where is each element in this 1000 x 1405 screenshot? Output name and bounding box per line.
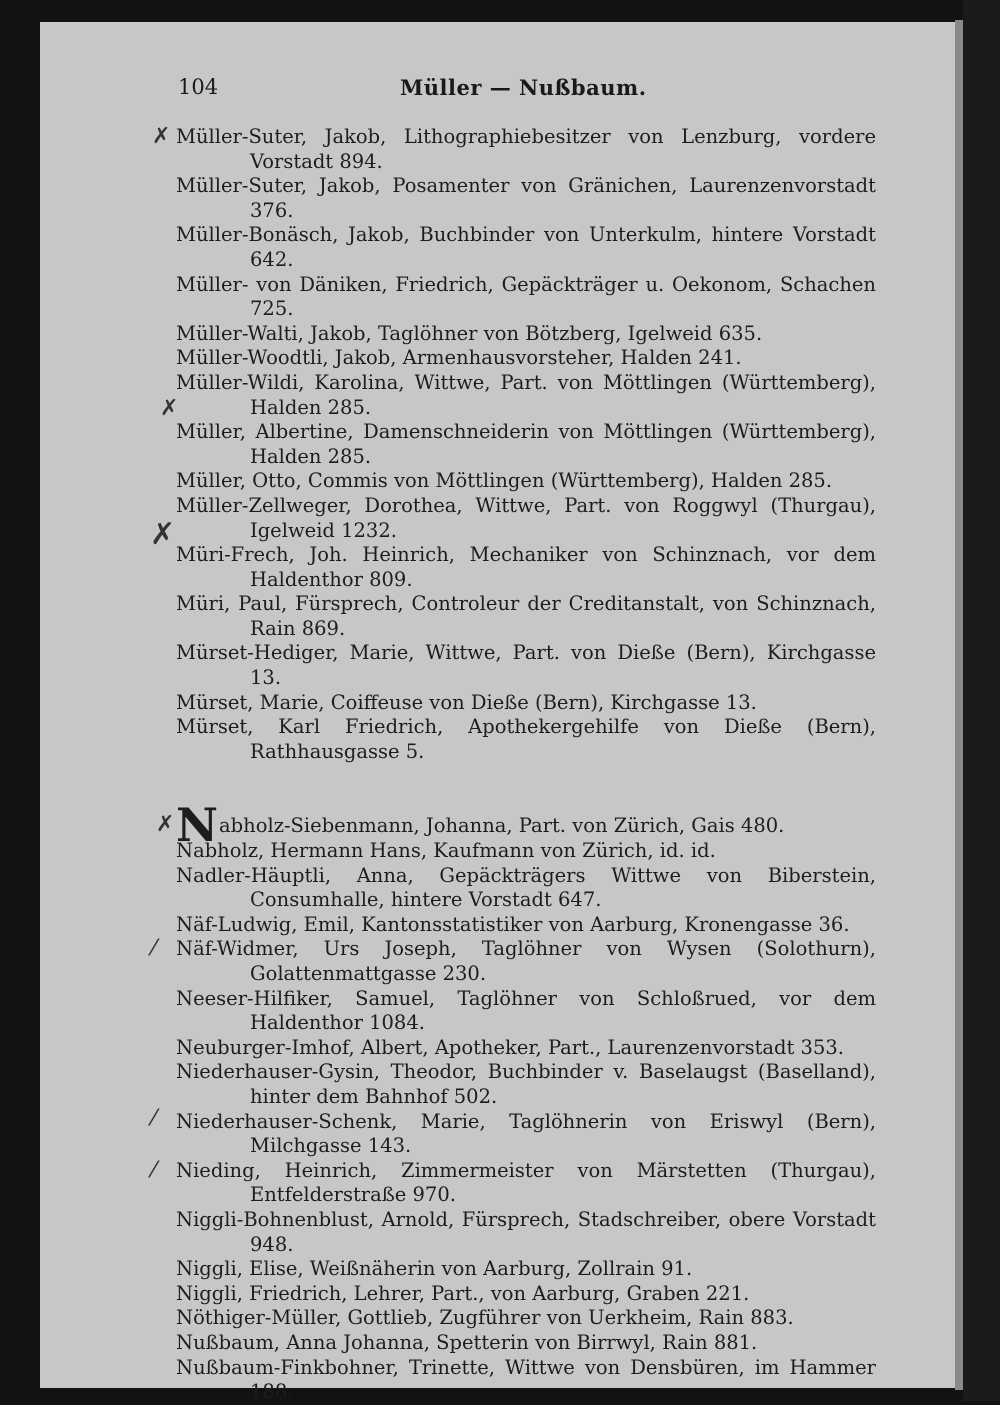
directory-entry: Müller-Woodtli, Jakob, Armenhausvorsteher, Halden 241. bbox=[176, 346, 742, 370]
pencil-cross-mark: ✗ bbox=[150, 517, 176, 552]
directory-entry: Müller-Walti, Jakob, Taglöhner von Bötzberg, Igelweid 635. bbox=[176, 321, 763, 345]
directory-entry: Müller-Bonäsch, Jakob, Buchbinder von Unterkulm, hintere Vorstadt 642. bbox=[176, 223, 876, 271]
directory-entry: Neeser-Hilfiker, Samuel, Taglöhner von Schloßrued, vor dem Haldenthor 1084. bbox=[176, 986, 876, 1035]
directory-entry: Niggli, Friedrich, Lehrer, Part., von Aarburg, Graben 221. bbox=[176, 1281, 750, 1305]
directory-entry: Müri, Paul, Fürsprech, Controleur der Creditanstalt, von Schinznach, Rain 869. bbox=[176, 592, 876, 640]
drop-initial: N bbox=[176, 798, 219, 853]
directory-entry: Nieding, Heinrich, Zimmermeister von Märstetten (Thurgau), Entfelderstraße 970. bbox=[176, 1158, 876, 1207]
directory-entry: Nußbaum-Finkbohner, Trinette, Wittwe von Densbüren, im Hammer 188. bbox=[176, 1355, 876, 1404]
entry-text: abholz-Siebenmann, Johanna, Part. von Zürich, Gais 480. bbox=[219, 814, 785, 838]
directory-entry: Müller-Suter, Jakob, Lithographiebesitzer von Lenzburg, vordere Vorstadt 894. bbox=[176, 125, 876, 173]
directory-entry: Müller-Zellweger, Dorothea, Wittwe, Part. von Roggwyl (Thurgau), Igelweid 1232. bbox=[176, 493, 876, 542]
pencil-slash-mark: ⁄ bbox=[152, 1106, 156, 1131]
section-break bbox=[176, 764, 876, 814]
pencil-cross-mark: ✗ bbox=[156, 812, 175, 837]
directory-entry: Nußbaum, Anna Johanna, Spetterin von Birrwyl, Rain 881. bbox=[176, 1330, 758, 1354]
directory-entry: Neuburger-Imhof, Albert, Apotheker, Part., Laurenzenvorstadt 353. bbox=[176, 1035, 844, 1059]
running-title: Müller — Nußbaum. bbox=[400, 75, 647, 100]
directory-entry: Mürset, Karl Friedrich, Apothekergehilfe von Dieße (Bern), Rathhausgasse 5. bbox=[176, 715, 876, 763]
page-number: 104 bbox=[178, 75, 219, 99]
directory-entry: Mürset, Marie, Coiffeuse von Dieße (Bern), Kirchgasse 13. bbox=[176, 690, 757, 714]
directory-entry: Mürset-Hediger, Marie, Wittwe, Part. von Dieße (Bern), Kirchgasse 13. bbox=[176, 641, 876, 690]
directory-entry: Müller- von Däniken, Friedrich, Gepäckträger u. Oekonom, Schachen 725. bbox=[176, 272, 876, 321]
book-spine bbox=[963, 0, 1000, 1401]
directory-entry: Näf-Widmer, Urs Joseph, Taglöhner von Wysen (Solothurn), Golattenmattgasse 230. bbox=[176, 937, 876, 985]
directory-entry: Nöthiger-Müller, Gottlieb, Zugführer von Uerkheim, Rain 883. bbox=[176, 1306, 794, 1330]
directory-entry: Müller, Albertine, Damenschneiderin von Möttlingen (Württemberg), Halden 285. bbox=[176, 420, 876, 468]
directory-entry: Müller-Suter, Jakob, Posamenter von Gränichen, Laurenzenvorstadt 376. bbox=[176, 174, 876, 222]
pencil-cross-mark: ✗ bbox=[152, 124, 171, 149]
pencil-cross-mark: ✗ bbox=[160, 396, 179, 421]
directory-entry: Müller-Wildi, Karolina, Wittwe, Part. von Möttlingen (Württemberg), Halden 285. bbox=[176, 370, 876, 419]
directory-entry: Niederhauser-Gysin, Theodor, Buchbinder v. Baselaugst (Baselland), hinter dem Bahnhof 502. bbox=[176, 1060, 876, 1108]
directory-entry: Müller, Otto, Commis von Möttlingen (Württemberg), Halden 285. bbox=[176, 469, 833, 493]
page-edge bbox=[955, 20, 963, 1390]
directory-entry: Niggli, Elise, Weißnäherin von Aarburg, Zollrain 91. bbox=[176, 1257, 693, 1281]
directory-entry: Nadler-Häuptli, Anna, Gepäckträgers Wittwe von Biberstein, Consumhalle, hintere Vorstadt 647. bbox=[176, 863, 876, 912]
directory-entry: Niederhauser-Schenk, Marie, Taglöhnerin von Eriswyl (Bern), Milchgasse 143. bbox=[176, 1109, 876, 1158]
directory-entry: Müri-Frech, Joh. Heinrich, Mechaniker von Schinznach, vor dem Haldenthor 809. bbox=[176, 543, 876, 591]
directory-entry: Näf-Ludwig, Emil, Kantonsstatistiker von Aarburg, Kronengasse 36. bbox=[176, 912, 850, 936]
directory-entries bbox=[176, 125, 876, 1405]
directory-entry: Nabholz, Hermann Hans, Kaufmann von Zürich, id. id. bbox=[176, 839, 716, 863]
pencil-slash-mark: ⁄ bbox=[152, 1158, 156, 1183]
directory-entry: Niggli-Bohnenblust, Arnold, Fürsprech, Stadschreiber, obere Vorstadt 948. bbox=[176, 1207, 876, 1256]
pencil-slash-mark: ⁄ bbox=[152, 936, 156, 961]
